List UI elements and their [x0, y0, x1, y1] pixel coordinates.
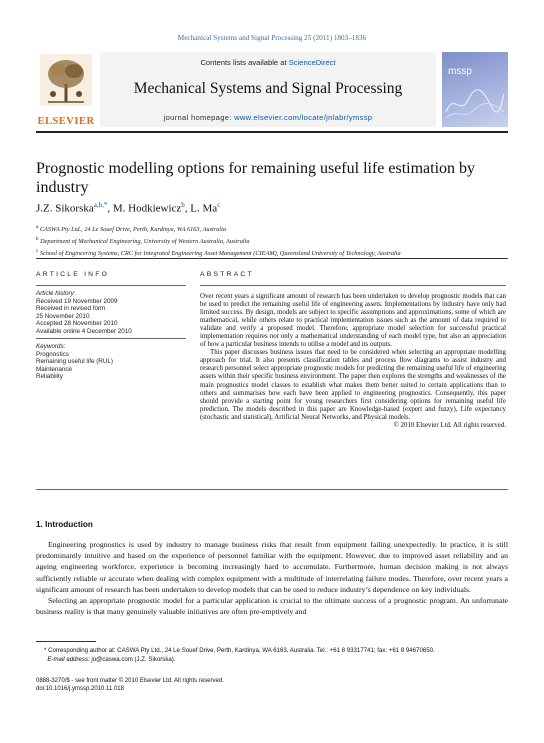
- copyright-notice: © 2010 Elsevier Ltd. All rights reserved.: [393, 421, 506, 429]
- journal-reference[interactable]: Mechanical Systems and Signal Processing 25 (2011) 1803–1836: [177, 34, 367, 42]
- history-entry: 25 November 2010: [36, 312, 90, 320]
- journal-title: Mechanical Systems and Signal Processing: [133, 80, 403, 97]
- body-paragraph: Engineering prognostics is used by industry to manage business risks that result from equipment failing unexpectedly. In practice, it is still predominantly intuitive and based on the experience of personnel familiar with the equipment. However, due to improved asset reliability and an ageing engineering workforce, experience is becoming increasingly hard to accumulate. Furthermore, human decision making is not always sufficiently reliable or accurate when dealing with complex equipment with a multitude of interrelating failure modes. Therefore, over recent years a significant amount of research has been undertaken to develop models that can be used to reduce industry’s dependence on key individuals.: [36, 540, 508, 594]
- author-affiliation-marker[interactable]: b: [181, 201, 185, 209]
- journal-banner: [100, 52, 436, 127]
- author-name[interactable]: M. Hodkiewicz: [112, 202, 182, 215]
- abstract-paragraph: Over recent years a significant amount of research has been undertaken to develop prognostic models that can be used to predict the remaining useful life of engineering assets. Implementations by industry have only had limited success. By design, models are subject to specific assumptions and approximations, some of which are mathematical, while others relate to practical implementation issues such as the amount of data required to validate and verify a proposed model. Therefore, appropriate model selection for successful practical implementation requires not only a mathematical understanding of each model type, but also an appreciation of how a particular business intends to utilise a model and its outputs.: [200, 293, 506, 349]
- elsevier-logo[interactable]: [36, 52, 96, 127]
- homepage-link[interactable]: www.elsevier.com/locate/jnlabr/ymssp: [234, 113, 373, 122]
- affiliation-text: CASWA Pty Ltd., 24 Le Souef Drive, Perth, Kardinya, WA 6163, Australia: [39, 226, 227, 234]
- article-info-heading: ARTICLE INFO: [36, 271, 110, 278]
- abstract-body: [200, 285, 506, 430]
- affiliation-marker: c: [36, 249, 39, 255]
- keywords-label: Keywords:: [36, 343, 66, 350]
- keyword-item: Remaining useful life (RUL): [36, 358, 113, 365]
- author-name[interactable]: L. Ma: [190, 202, 218, 215]
- article-info-panel: [36, 285, 186, 381]
- affiliation-rule: [36, 258, 508, 259]
- issn-line: 0888-3270/$ - see front matter © 2010 Elsevier Ltd. All rights reserved.: [36, 678, 224, 684]
- journal-cover-image[interactable]: [442, 52, 508, 127]
- cover-waveform-icon: [446, 82, 504, 122]
- body-paragraph: Selecting an appropriate prognostic model for a particular application is crucial to the ultimate success of a prognostic program. An unfortunate business reality is that many genuinely valuable initiatives are often pre-emptively and: [36, 596, 508, 617]
- history-entry: Available online 4 December 2010: [36, 327, 132, 335]
- author-affiliation-marker[interactable]: c: [217, 201, 221, 209]
- history-entry: Received 19 November 2009: [36, 297, 118, 305]
- doi-line[interactable]: doi:10.1016/j.ymssp.2010.11.018: [36, 686, 124, 692]
- sciencedirect-link[interactable]: ScienceDirect: [288, 58, 336, 67]
- elsevier-wordmark: ELSEVIER: [37, 116, 95, 127]
- author-separator: ,: [107, 202, 113, 215]
- section-heading-introduction: 1. Introduction: [36, 520, 93, 529]
- header-rule: [36, 131, 508, 133]
- history-entry: Received in revised form: [36, 305, 106, 312]
- introduction-body: [36, 539, 508, 617]
- keyword-item: Maintenance: [36, 365, 73, 373]
- footnote-line: * Corresponding author at: CASWA Pty Ltd., 24 Le Souef Drive, Perth, Kardinya, WA 6163, Australia. Tel.: +61 8 93317741; fax: +61 8 94670650.: [44, 647, 435, 654]
- author-name[interactable]: J.Z. Sikorska: [36, 202, 94, 215]
- keywords-block: [36, 343, 186, 381]
- contents-line: [100, 58, 436, 67]
- article-title: Prognostic modelling options for remaining useful life estimation by industry: [36, 160, 476, 196]
- author-list: [36, 201, 220, 215]
- affiliation-marker: b: [36, 237, 39, 243]
- history-entry: Accepted 28 November 2010: [36, 320, 118, 327]
- abstract-rule: [36, 489, 508, 490]
- affiliation-item: [36, 235, 506, 247]
- email-label: E-mail address:: [47, 655, 90, 663]
- author-affiliation-marker[interactable]: a,b,*: [93, 201, 108, 209]
- journal-homepage: [100, 113, 436, 122]
- homepage-prefix: journal homepage:: [163, 113, 235, 122]
- affiliation-text: School of Engineering Systems, CRC for Integrated Engineering Asset Management (CIEAM), Queensland University of Technology, Australia: [39, 250, 401, 258]
- footnote-email-line: [44, 656, 508, 665]
- abstract-heading: ABSTRACT: [200, 271, 254, 278]
- journal-header: [36, 52, 508, 127]
- affiliation-text: Department of Mechanical Engineering, University of Western Australia, Australia: [40, 238, 250, 246]
- keyword-item: Reliability: [36, 373, 63, 380]
- author-separator: ,: [184, 202, 191, 215]
- footnote-rule: [36, 641, 96, 642]
- contents-prefix: Contents lists available at: [200, 58, 289, 67]
- elsevier-tree-icon: [40, 54, 92, 106]
- cover-title: mssp: [448, 66, 472, 77]
- keyword-item: Prognostics: [36, 350, 69, 358]
- publication-meta: [36, 677, 224, 693]
- article-history-label: Article history:: [36, 290, 76, 297]
- article-history: [36, 290, 186, 339]
- affiliation-marker: a: [36, 225, 39, 230]
- affiliations: [36, 223, 506, 259]
- abstract-paragraph: This paper discusses business issues that need to be considered when selecting an appropriate modelling approach for trial. It also presents classification tables and process flow diagrams to assist industry and research personnel select appropriate prognostic models for predicting the remaining useful life of engineering assets within their specific business environment. The paper then explores the strengths and weaknesses of the main prognostics model classes to establish what makes them better suited to certain applications than to others and summarises how each have been applied to engineering prognostics. Consequently, this paper should provide a starting point for young researchers first considering options for remaining useful life prediction. The models described in this paper are Knowledge-based (expert and fuzzy), Life expectancy (stochastic and statistical), Artificial Neural Networks, and Physical models.: [200, 349, 506, 421]
- corresponding-author-footnote: [36, 647, 508, 664]
- affiliation-item: [36, 223, 506, 235]
- email-address[interactable]: jo@caswa.com (J.Z. Sikorska).: [89, 655, 176, 663]
